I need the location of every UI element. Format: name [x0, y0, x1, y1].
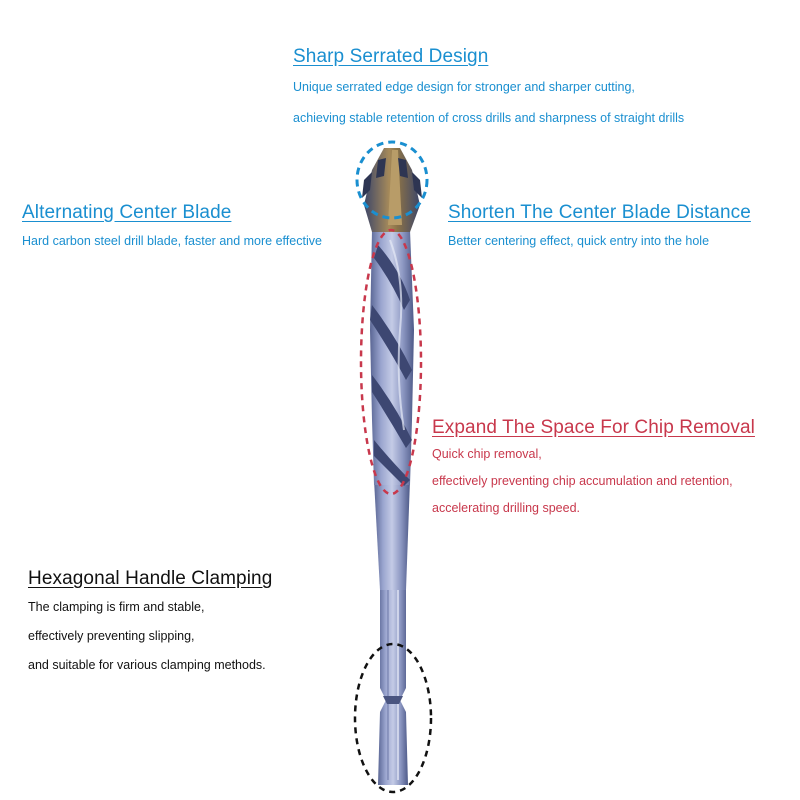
callout-title: Hexagonal Handle Clamping — [28, 568, 273, 589]
fluted-body — [370, 230, 414, 486]
callout-line: Hard carbon steel drill blade, faster and more effective — [22, 234, 322, 248]
callout-hexagonal-handle-clamping — [28, 568, 272, 677]
callout-line: Quick chip removal, — [432, 447, 542, 461]
hex-shank — [378, 585, 408, 785]
callout-line: effectively preventing slipping, — [28, 629, 195, 643]
callout-line: effectively preventing chip accumulation and retention, — [432, 474, 733, 488]
callout-shorten-center-blade-distance — [448, 202, 751, 253]
callout-line: achieving stable retention of cross drills and sharpness of straight drills — [293, 111, 685, 125]
callout-sharp-serrated-design — [293, 46, 684, 130]
callout-title: Sharp Serrated Design — [293, 46, 489, 67]
round-shank — [374, 480, 410, 590]
callout-line: Unique serrated edge design for stronger and sharper cutting, — [293, 80, 635, 94]
callout-chip-removal — [432, 417, 755, 520]
callout-line: and suitable for various clamping methods. — [28, 658, 266, 672]
callout-title: Expand The Space For Chip Removal — [432, 417, 755, 438]
carbide-tip — [362, 148, 422, 232]
callout-title: Shorten The Center Blade Distance — [448, 202, 751, 223]
callout-line: accelerating drilling speed. — [432, 501, 581, 515]
callout-alternating-center-blade — [22, 202, 322, 253]
callout-line: Better centering effect, quick entry into the hole — [448, 234, 710, 248]
callout-line: The clamping is firm and stable, — [28, 600, 205, 614]
callout-title: Alternating Center Blade — [22, 202, 232, 223]
